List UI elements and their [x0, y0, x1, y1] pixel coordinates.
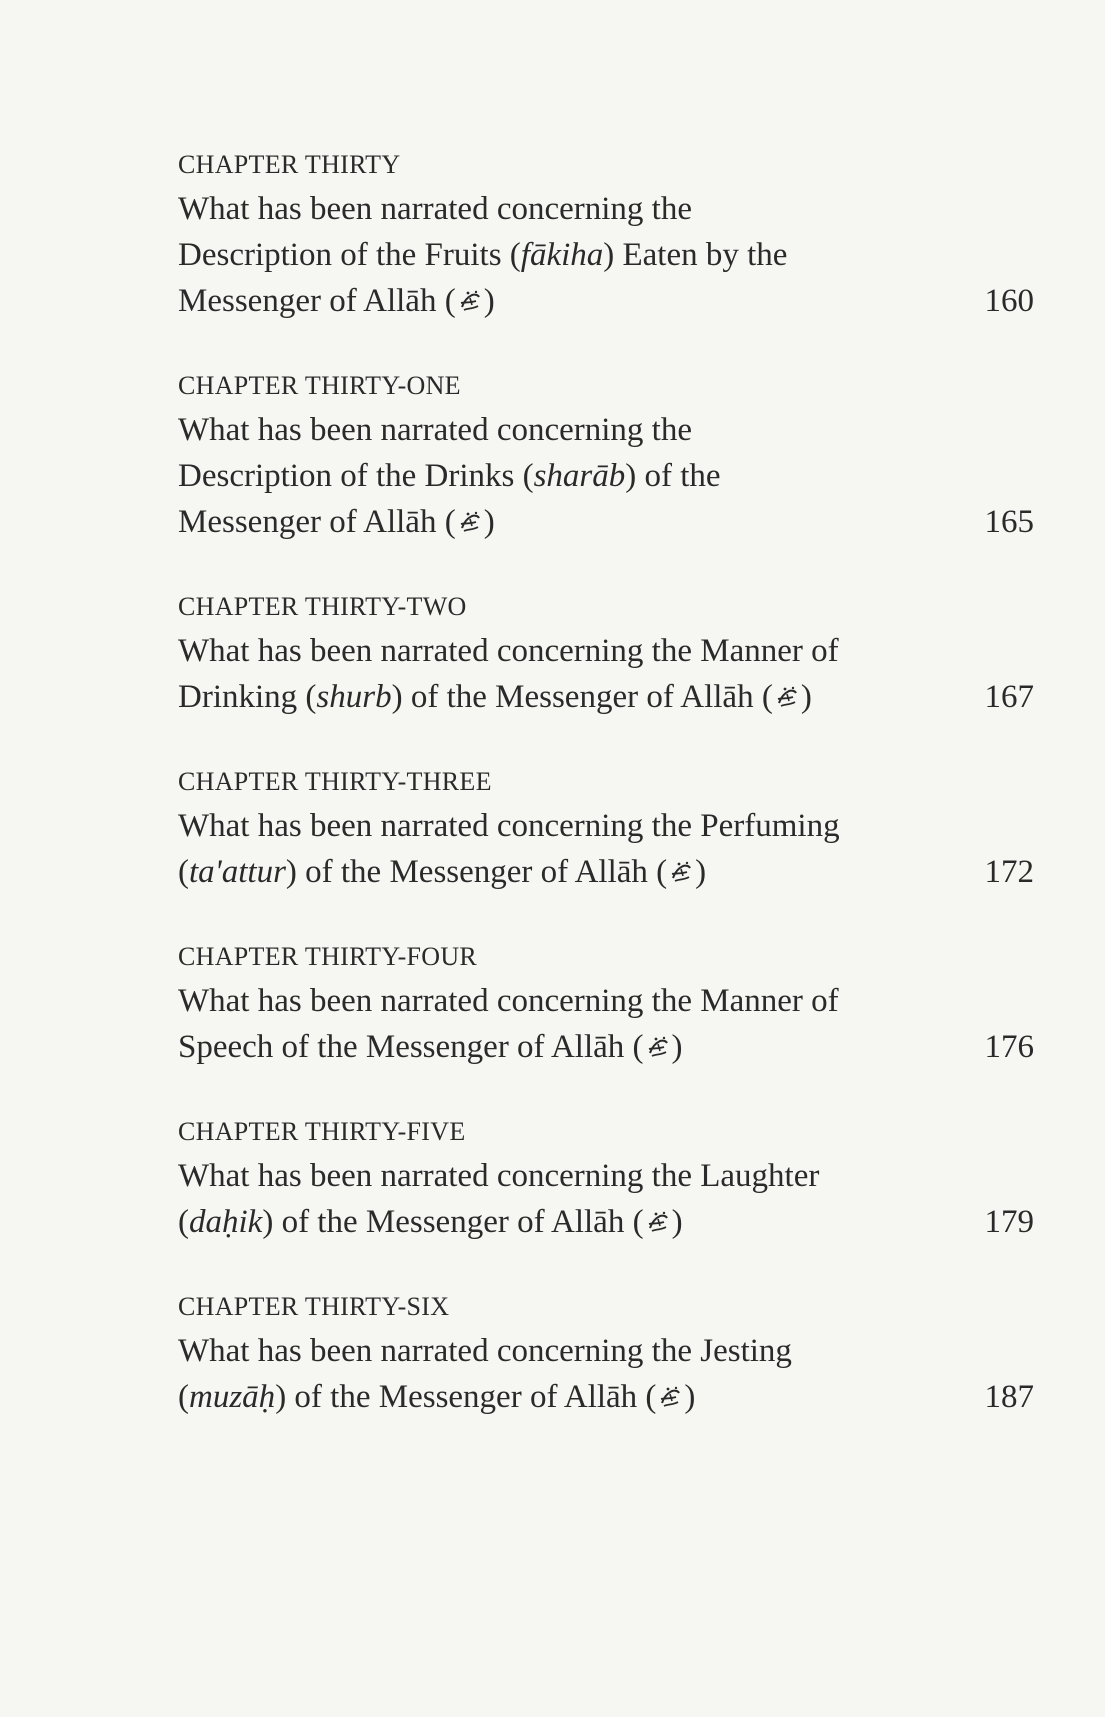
chapter-title: [178, 1328, 1034, 1420]
table-of-contents: [178, 148, 1034, 1465]
salawat-calligraphy-icon: [456, 503, 484, 531]
toc-entry[interactable]: [178, 940, 1034, 1070]
page-number: 160: [984, 283, 1034, 319]
title-line: [178, 186, 944, 232]
title-text: What has been narrated concerning the Perfuming: [178, 808, 840, 844]
title-text: ): [483, 283, 495, 319]
title-text: What has been narrated concerning the Manner of: [178, 633, 839, 669]
chapter-label: CHAPTER THIRTY-TWO: [178, 592, 467, 621]
title-line: [178, 849, 944, 895]
title-line: [178, 1199, 944, 1245]
title-line: [178, 628, 944, 674]
title-line: [178, 453, 944, 499]
chapter-label: CHAPTER THIRTY-THREE: [178, 767, 492, 796]
salawat-calligraphy-icon: [656, 1378, 684, 1406]
salawat-calligraphy-icon: [667, 853, 695, 881]
chapter-title: [178, 978, 1034, 1070]
title-line: [178, 1374, 944, 1420]
salawat-calligraphy-icon: [644, 1028, 672, 1056]
toc-entry[interactable]: [178, 1115, 1034, 1245]
title-text: ): [800, 679, 812, 715]
salawat-calligraphy-icon: [456, 282, 484, 310]
title-text: Description of the Fruits (: [178, 237, 521, 273]
page-number: 172: [984, 854, 1034, 890]
title-text: ): [671, 1204, 683, 1240]
chapter-title: [178, 628, 1034, 720]
title-text: (: [178, 1204, 189, 1240]
page-number: 176: [984, 1029, 1034, 1065]
title-text: (: [178, 1379, 189, 1415]
title-line: [178, 674, 944, 720]
transliterated-term: shurb: [316, 679, 392, 715]
title-text: ): [684, 1379, 696, 1415]
title-line: [178, 1024, 944, 1070]
toc-entry[interactable]: [178, 148, 1034, 324]
chapter-title: [178, 186, 1034, 324]
title-line: [178, 803, 944, 849]
salawat-calligraphy-icon: [644, 1203, 672, 1231]
title-text: Description of the Drinks (: [178, 458, 534, 494]
transliterated-term: ta'attur: [189, 854, 286, 890]
title-line: [178, 278, 944, 324]
chapter-label: CHAPTER THIRTY-ONE: [178, 371, 461, 400]
title-text: ): [671, 1029, 683, 1065]
title-text: ) of the Messenger of Allāh (: [275, 1379, 657, 1415]
title-text: ): [483, 504, 495, 540]
title-line: [178, 232, 944, 278]
transliterated-term: fākiha: [520, 237, 604, 273]
page-number: 179: [984, 1204, 1034, 1240]
salawat-calligraphy-icon: [773, 678, 801, 706]
transliterated-term: sharāb: [533, 458, 626, 494]
chapter-label: CHAPTER THIRTY: [178, 150, 401, 179]
title-text: What has been narrated concerning the: [178, 412, 692, 448]
title-text: Speech of the Messenger of Allāh (: [178, 1029, 644, 1065]
title-line: [178, 978, 944, 1024]
title-text: ) of the Messenger of Allāh (: [262, 1204, 644, 1240]
toc-entry[interactable]: [178, 369, 1034, 545]
transliterated-term: muzāḥ: [189, 1379, 276, 1415]
chapter-label: CHAPTER THIRTY-FOUR: [178, 942, 478, 971]
title-line: [178, 1153, 944, 1199]
title-text: (: [178, 854, 189, 890]
title-line: [178, 499, 944, 545]
page-number: 167: [984, 679, 1034, 715]
title-text: What has been narrated concerning the Manner of: [178, 983, 839, 1019]
transliterated-term: daḥik: [189, 1204, 263, 1240]
title-text: ) Eaten by the: [603, 237, 788, 273]
chapter-label: CHAPTER THIRTY-SIX: [178, 1292, 450, 1321]
page-number: 187: [984, 1379, 1034, 1415]
title-text: What has been narrated concerning the Laughter: [178, 1158, 820, 1194]
chapter-title: [178, 1153, 1034, 1245]
title-text: ) of the Messenger of Allāh (: [391, 679, 773, 715]
chapter-title: [178, 407, 1034, 545]
title-text: What has been narrated concerning the Jesting: [178, 1333, 792, 1369]
title-line: [178, 1328, 944, 1374]
title-text: Messenger of Allāh (: [178, 283, 456, 319]
page-number: 165: [984, 504, 1034, 540]
chapter-label: CHAPTER THIRTY-FIVE: [178, 1117, 466, 1146]
toc-entry[interactable]: [178, 590, 1034, 720]
title-text: Drinking (: [178, 679, 317, 715]
title-text: What has been narrated concerning the: [178, 191, 692, 227]
title-text: ) of the Messenger of Allāh (: [285, 854, 668, 890]
toc-entry[interactable]: [178, 1290, 1034, 1420]
title-line: [178, 407, 944, 453]
title-text: ) of the: [625, 458, 721, 494]
title-text: Messenger of Allāh (: [178, 504, 456, 540]
toc-entry[interactable]: [178, 765, 1034, 895]
chapter-title: [178, 803, 1034, 895]
title-text: ): [695, 854, 707, 890]
